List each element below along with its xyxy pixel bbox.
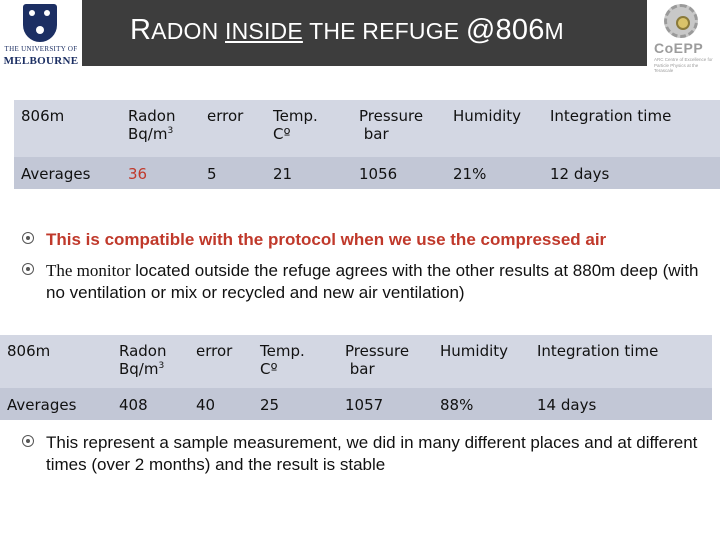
table-row <box>0 388 712 420</box>
cell-label: Averages <box>7 396 77 414</box>
radon-table-refuge <box>14 100 720 189</box>
header-cell-humidity: Humidity <box>440 342 509 360</box>
cell-temp: 21 <box>273 165 293 183</box>
bullet-text: This represent a sample measurement, we did in many different places and at different times (over 2 months) and the result is stable <box>46 433 698 474</box>
cell-radon: 408 <box>119 396 148 414</box>
coepp-logo <box>650 0 720 75</box>
table-header-row <box>14 100 720 157</box>
header-cell-integration-time: Integration time <box>550 107 672 125</box>
header-bar <box>0 0 720 75</box>
bullet-text: This is compatible with the protocol when we use the compressed air <box>46 230 607 249</box>
bullet-sample-measurement <box>22 432 720 475</box>
radon-table-sample <box>0 335 712 420</box>
title-band <box>82 0 647 66</box>
crest-icon <box>23 4 57 42</box>
header-cell-temp: Temp. Cº <box>260 342 305 378</box>
header-cell-error: error <box>207 107 244 125</box>
university-of-melbourne-logo <box>0 0 82 75</box>
logo-line-2: MELBOURNE <box>3 55 79 67</box>
cell-radon: 36 <box>128 165 148 183</box>
cell-pressure: 1057 <box>345 396 384 414</box>
cell-integration-time: 14 days <box>537 396 597 414</box>
header-cell-depth: 806m <box>21 107 65 125</box>
header-cell-depth: 806m <box>7 342 51 360</box>
coepp-subtitle: ARC Centre of Excellence for Particle Physics at the Terascale <box>654 57 713 73</box>
header-cell-radon: Radon $Bq/m^3$ <box>128 107 176 143</box>
cell-error: 40 <box>196 396 216 414</box>
logo-line-1: THE UNIVERSITY OF <box>4 45 78 53</box>
bullet-compatible-protocol <box>22 229 606 251</box>
cell-humidity: 21% <box>453 165 487 183</box>
bullet-monitor-outside <box>22 260 712 303</box>
coepp-name: CoEPP <box>654 40 704 56</box>
header-cell-humidity: Humidity <box>453 107 522 125</box>
header-cell-pressure: Pressure bar <box>345 342 410 378</box>
cell-pressure: 1056 <box>359 165 398 183</box>
page-title: RADON INSIDE THE REFUGE @806M <box>130 14 564 46</box>
header-cell-pressure: Pressure bar <box>359 107 424 143</box>
header-cell-temp: Temp. Cº <box>273 107 318 143</box>
cell-error: 5 <box>207 165 217 183</box>
bullet-icon <box>22 435 34 447</box>
table-header-row <box>0 335 712 388</box>
bullet-icon <box>22 232 34 244</box>
cell-humidity: 88% <box>440 396 474 414</box>
table-row <box>14 157 720 189</box>
header-cell-radon: Radon $Bq/m^3$ <box>119 342 167 378</box>
bullet-text: The monitor located outside the refuge agrees with the other results at 880m deep (with no ventilation or mix or recycled and new air ventilation) <box>46 261 699 302</box>
bullet-icon <box>22 263 34 275</box>
header-cell-error: error <box>196 342 233 360</box>
cell-integration-time: 12 days <box>550 165 610 183</box>
header-cell-integration-time: Integration time <box>537 342 659 360</box>
cell-label: Averages <box>21 165 91 183</box>
gear-icon <box>664 4 698 38</box>
cell-temp: 25 <box>260 396 280 414</box>
